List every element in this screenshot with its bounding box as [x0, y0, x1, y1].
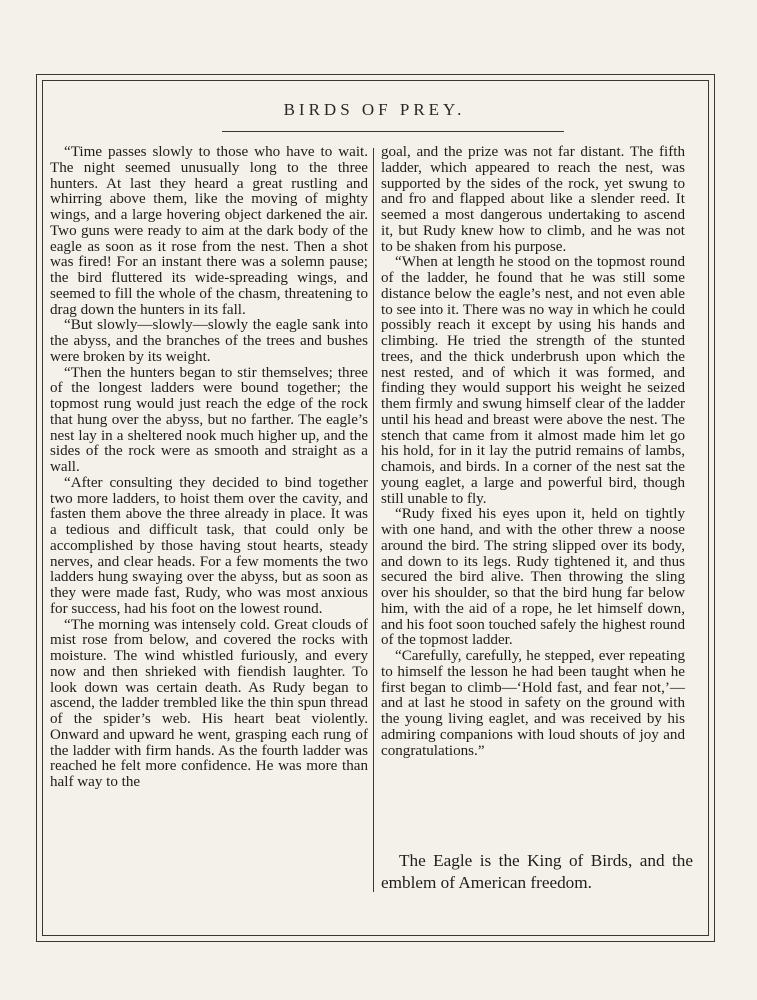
left-column — [50, 145, 368, 791]
paragraph: “Rudy fixed his eyes upon it, held on tightly with one hand, and with the other threw a noose around the bird. The string slipped over its body, and down to its legs. Rudy tightened it, and thus secured the bird alive. Then throwing the sling over his shoulder, so that the bird hung far below him, with the aid of a rope, he let himself down, and his foot soon touched safely the highest round of the topmost ladder. — [381, 506, 685, 649]
closing-statement: The Eagle is the King of Birds, and the emblem of American freedom. — [381, 851, 693, 892]
paragraph-continued: goal, and the prize was not far distant. The fifth ladder, which appeared to reach the nest, was supported by the sides of the rock, yet swung to and fro and flapped about like a slender reed. It seemed a most dangerous undertaking to ascend it, but Rudy knew how to climb, and he was not to be shaken from his purpose. — [381, 144, 685, 255]
paragraph: “Carefully, carefully, he stepped, ever repeating to himself the lesson he had been taught when he first began to climb—‘Hold fast, and fear not,’—and at last he stood in safety on the ground with the young living eaglet, and was received by his admiring companions with loud shouts of joy and congratulations.” — [381, 648, 685, 759]
title-rule — [222, 131, 564, 132]
page-title: BIRDS OF PREY. — [283, 100, 466, 119]
paragraph: “After consulting they decided to bind together two more ladders, to hoist them over the cavity, and fasten them above the three already in place. It was a tedious and difficult task, that could only be accomplished by those having stout hearts, steady nerves, and clear heads. For a few moments the two ladders hung swaying over the abyss, but as soon as they were made fast, Rudy, who was most anxious for success, had his foot on the lowest round. — [50, 474, 368, 617]
paragraph: “Then the hunters began to stir themselves; three of the longest ladders were bound together; the topmost rung would just reach the edge of the rock that hung over the abyss, but no farther. The eagle’s nest lay in a sheltered nook much higher up, and the sides of the rock were as smooth and straight as a wall. — [50, 364, 368, 475]
paragraph: “Time passes slowly to those who have to wait. The night seemed unusually long to the three hunters. At last they heard a great rustling and whirring above them, like the moving of mighty wings, and a large hovering object darkened the air. Two guns were ready to aim at the dark body of the eagle as soon as it rose from the nest. Then a shot was fired! For an instant there was a solemn pause; the bird fluttered its wide-spreading wings, and seemed to fill the whole of the chasm, threatening to drag down the hunters in its fall. — [50, 144, 368, 318]
paragraph: “The morning was intensely cold. Great clouds of mist rose from below, and covered the rocks with moisture. The wind whistled furiously, and every now and then shrieked with fiendish laughter. To look down was certain death. As Rudy began to ascend, the ladder trembled like the thin spun thread of the spider’s web. His heart beat violently. Onward and upward he went, grasping each rung of the ladder with firm hands. As the fourth ladder was reached he felt more confidence. He was more than half way to the — [50, 616, 368, 790]
paragraph: “When at length he stood on the topmost round of the ladder, he found that he was still some distance below the eagle’s nest, and not even able to see into it. There was no way in which he could possibly reach it except by using his hands and climbing. He tried the strength of the stunted trees, and the thick underbrush upon which the nest rested, and of which it was formed, and finding they would support his weight he seized them firmly and swung himself clear of the ladder until his head and breast were above the nest. The stench that came from it almost made him let go his hold, for in it lay the putrid remains of lambs, chamois, and birds. In a corner of the nest sat the young eaglet, a large and powerful bird, though still unable to fly. — [381, 254, 685, 507]
paragraph: “But slowly—slowly—slowly the eagle sank into the abyss, and the branches of the trees and bushes were broken by its weight. — [50, 317, 368, 365]
column-divider — [373, 148, 374, 892]
right-column — [381, 145, 685, 759]
